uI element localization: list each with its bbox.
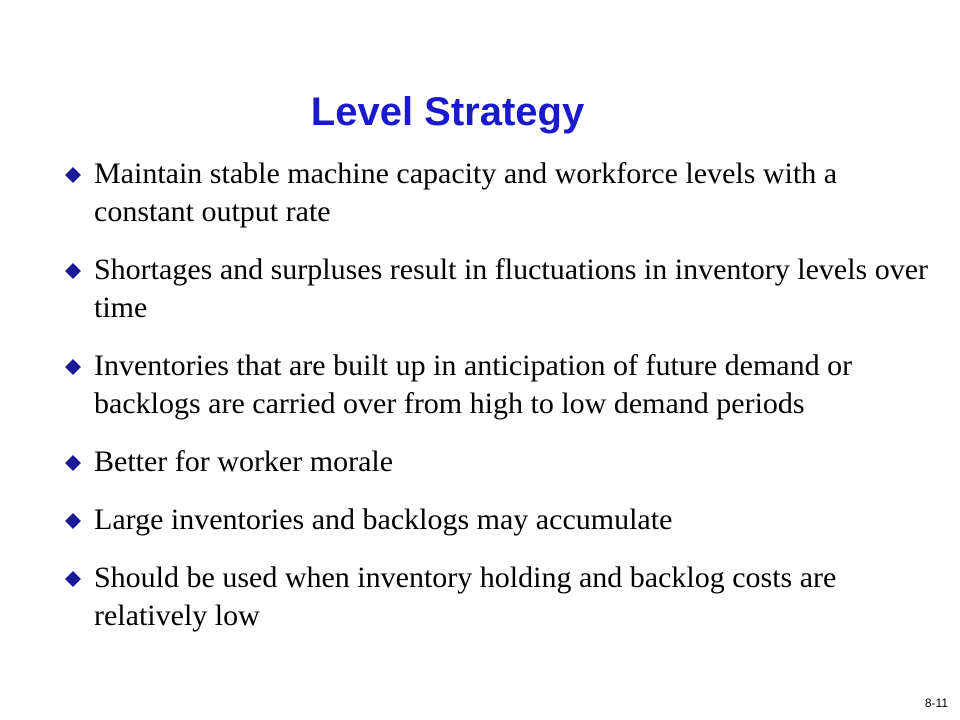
diamond-icon [65,455,81,471]
bullet-text: Maintain stable machine capacity and workforce levels with a constant output rate [94,157,838,228]
bullet-item [62,501,942,539]
bullet-list [62,155,942,655]
bullet-text: Inventories that are built up in anticipation of future demand or backlogs are carried over from high to low demand periods [94,349,853,420]
bullet-item [62,251,942,327]
bullet-text: Large inventories and backlogs may accumulate [94,503,673,536]
diamond-icon [65,513,81,529]
diamond-icon [65,167,81,183]
diamond-icon [65,571,81,587]
bullet-item [62,155,942,231]
diamond-icon [65,263,81,279]
diamond-icon [65,359,81,375]
bullet-item [62,559,942,635]
bullet-item [62,347,942,423]
bullet-item [62,443,942,481]
slide-number: 8-11 [924,696,948,710]
bullet-text: Should be used when inventory holding and backlog costs are relatively low [94,561,837,632]
bullet-text: Shortages and surpluses result in fluctuations in inventory levels over time [94,253,929,324]
slide-title: Level Strategy [310,90,585,134]
bullet-text: Better for worker morale [94,445,394,478]
